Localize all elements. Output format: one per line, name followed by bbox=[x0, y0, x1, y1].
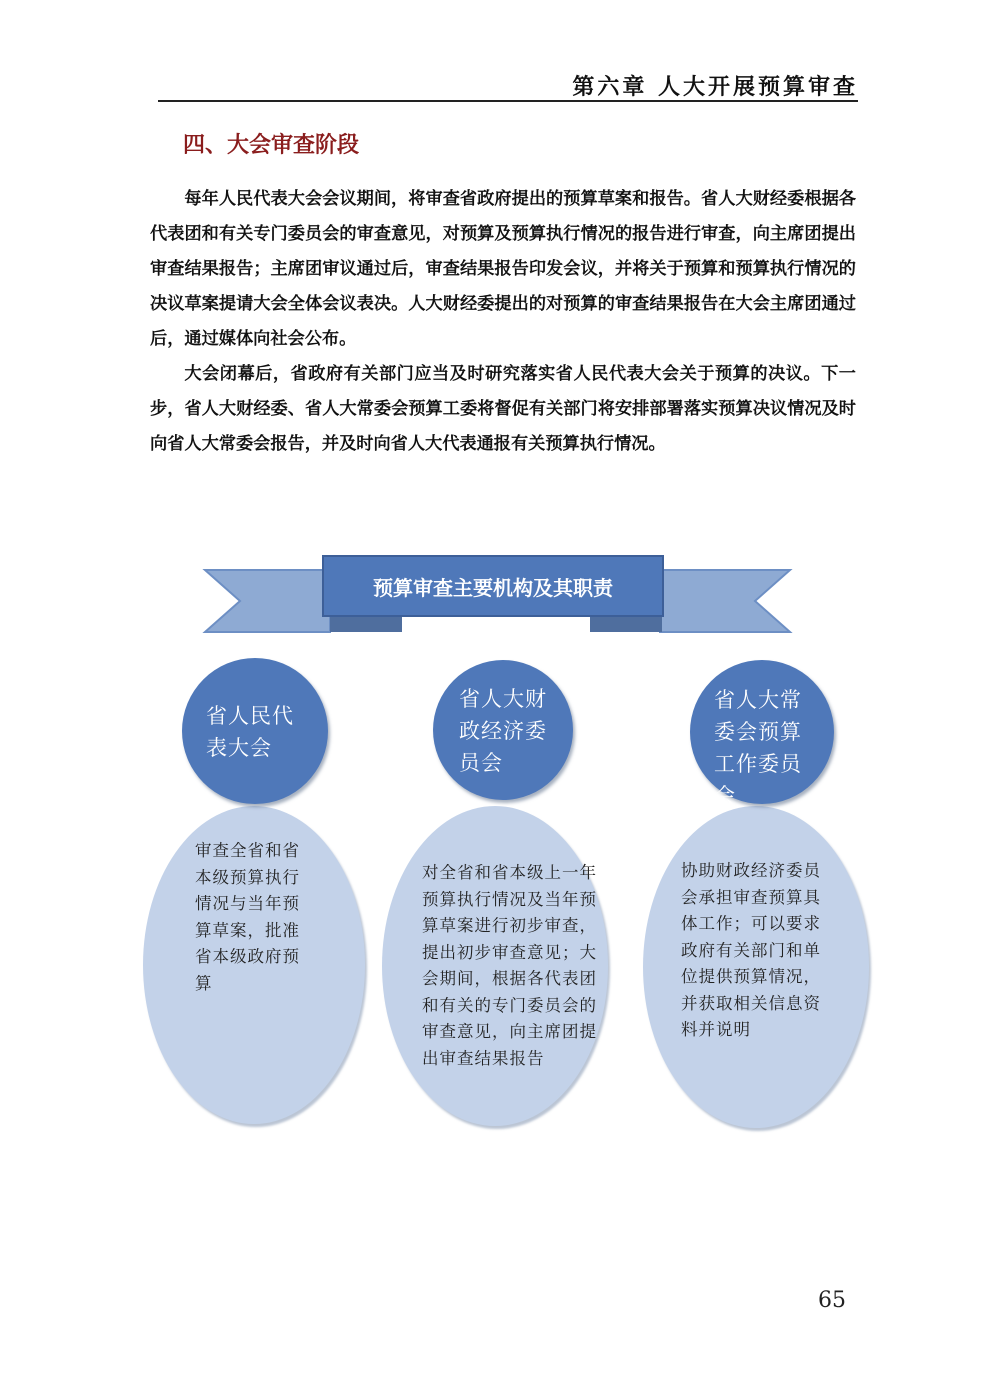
paragraph: 大会闭幕后，省政府有关部门应当及时研究落实省人民代表大会关于预算的决议。下一步，省人大财经委、省人大常委会预算工委将督促有关部门将安排部署落实预算决议情况及时向省人大常委会报告，并及时向省人大代表通报有关预算执行情况。 bbox=[150, 364, 856, 454]
chapter-title: 第六章 人大开展预算审查 bbox=[572, 74, 858, 100]
banner-fold-right bbox=[590, 616, 662, 632]
section-heading: 四、大会审查阶段 bbox=[183, 133, 360, 158]
duty-line: 会期间，根据各代表团 bbox=[422, 969, 597, 988]
organ-name-2 bbox=[459, 683, 547, 779]
organ-name-line: 省人民代 bbox=[206, 704, 294, 728]
organ-name-line: 省人大常 bbox=[714, 688, 802, 712]
header-rule bbox=[158, 100, 858, 102]
organ-name-line: 员会 bbox=[459, 751, 503, 775]
duty-line: 体工作；可以要求 bbox=[681, 914, 821, 933]
organ-duty-3 bbox=[681, 858, 821, 1044]
banner-fold-left bbox=[330, 616, 402, 632]
duty-line: 本级预算执行 bbox=[195, 867, 300, 887]
duty-line: 情况与当年预 bbox=[195, 894, 300, 913]
duty-line: 料并说明 bbox=[681, 1020, 751, 1039]
duty-line: 提出初步审查意见；大 bbox=[422, 942, 597, 962]
organ-duty-2 bbox=[422, 860, 597, 1072]
organ-name-3 bbox=[714, 684, 802, 812]
body-text bbox=[150, 182, 856, 462]
duty-line: 预算执行情况及当年预 bbox=[422, 889, 597, 909]
duty-line: 省本级政府预 bbox=[195, 947, 300, 966]
duty-line: 算草案，批准 bbox=[195, 920, 300, 940]
organ-name-line: 会 bbox=[714, 784, 736, 808]
banner-title: 预算审查主要机构及其职责 bbox=[373, 575, 613, 600]
banner-tail-right bbox=[660, 570, 790, 632]
duty-line: 审查意见，向主席团提 bbox=[422, 1022, 597, 1041]
duty-line: 和有关的专门委员会的 bbox=[422, 995, 597, 1015]
duty-line: 对全省和省本级上一年 bbox=[422, 863, 597, 882]
organ-name-line: 委会预算 bbox=[714, 720, 802, 744]
duty-line: 政府有关部门和单 bbox=[681, 940, 821, 960]
organ-name-line: 表大会 bbox=[206, 736, 272, 760]
duty-line: 算草案进行初步审查， bbox=[422, 916, 597, 935]
organ-name-1 bbox=[206, 700, 294, 764]
duty-line: 算 bbox=[195, 973, 213, 993]
paragraph: 每年人民代表大会会议期间，将审查省政府提出的预算草案和报告。省人大财经委根据各代表团和有关专门委员会的审查意见，对预算及预算执行情况的报告进行审查，向主席团提出审查结果报告；主席团审议通过后，审查结果报告印发会议，并将关于预算和预算执行情况的决议草案提请大会全体会议表决。人大财经委提出的对预算的审查结果报告在大会主席团通过后，通过媒体向社会公布。 bbox=[150, 189, 856, 349]
duty-line: 审查全省和省 bbox=[195, 841, 300, 860]
banner-tail-left bbox=[205, 570, 330, 632]
duty-line: 出审查结果报告 bbox=[422, 1048, 545, 1068]
organ-name-line: 政经济委 bbox=[459, 719, 547, 743]
organ-name-line: 省人大财 bbox=[459, 687, 547, 711]
organ-duty-1 bbox=[195, 838, 300, 997]
page-number: 65 bbox=[818, 1288, 846, 1313]
duty-line: 会承担审查预算具 bbox=[681, 887, 821, 907]
duty-line: 并获取相关信息资 bbox=[681, 993, 821, 1013]
organ-name-line: 工作委员 bbox=[714, 752, 802, 776]
duty-line: 位提供预算情况， bbox=[681, 967, 821, 986]
duty-line: 协助财政经济委员 bbox=[681, 861, 821, 880]
